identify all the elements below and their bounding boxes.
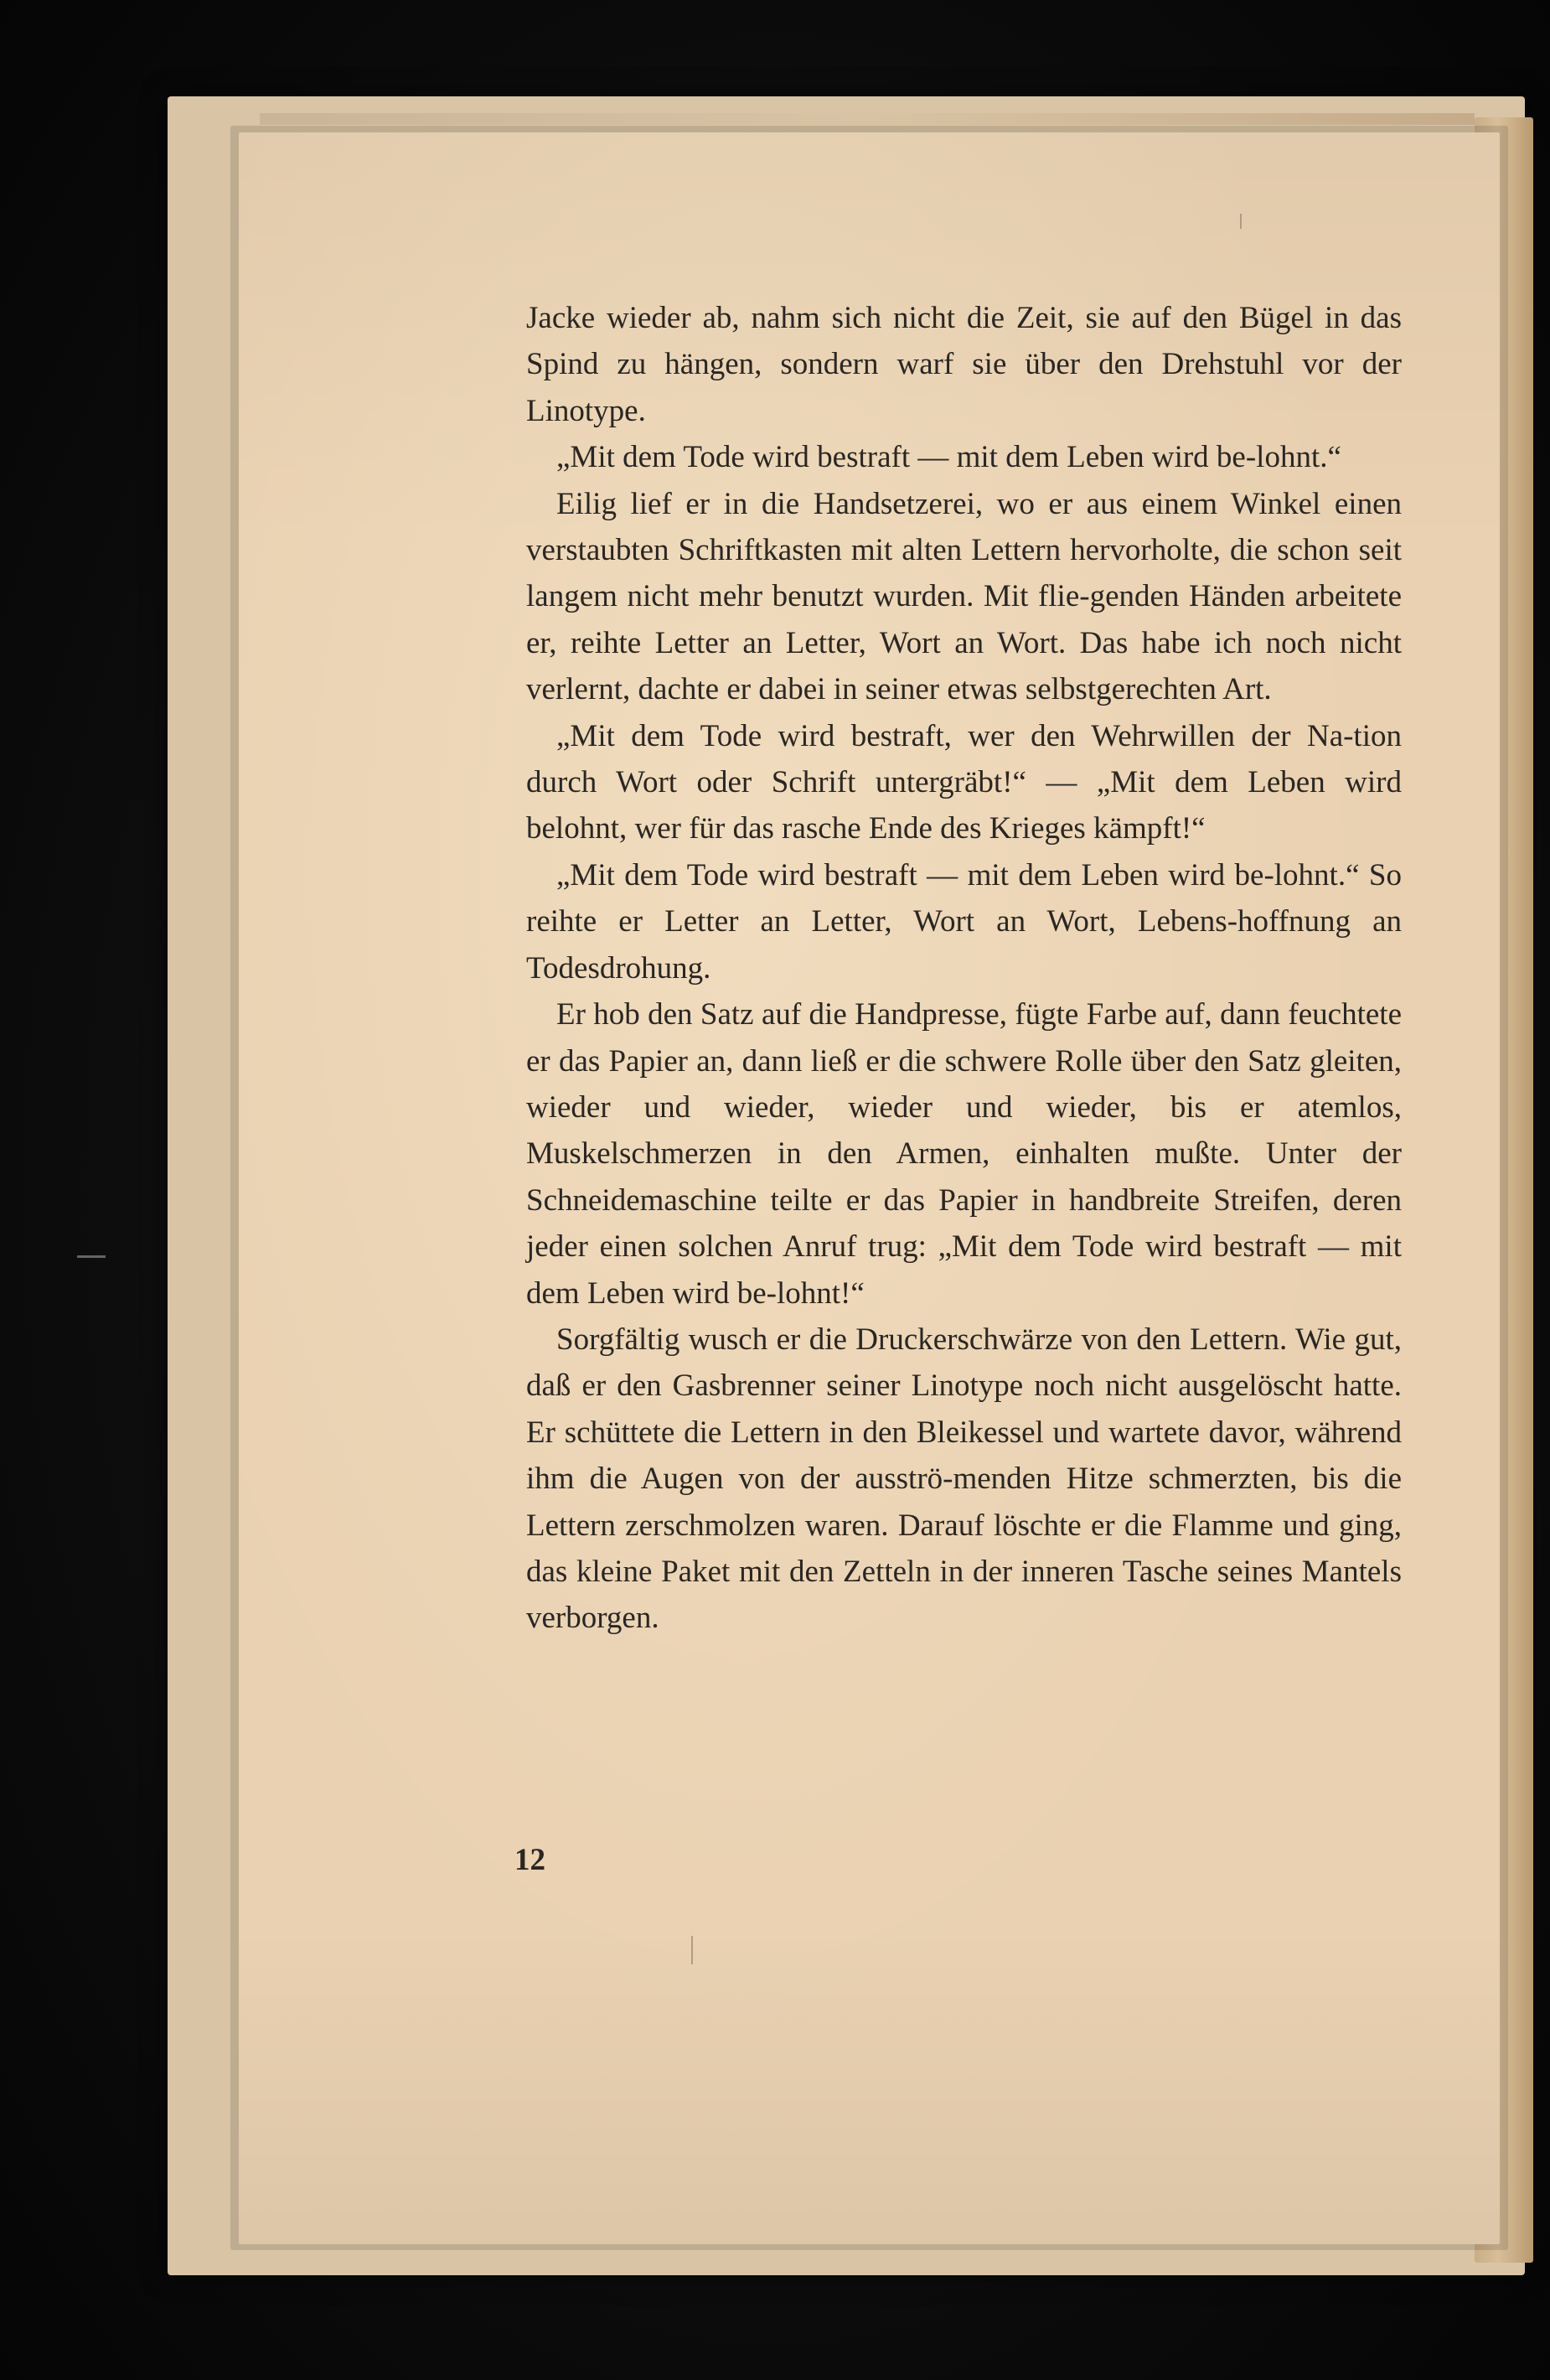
paper-mark bbox=[691, 1936, 693, 1964]
paragraph: „Mit dem Tode wird bestraft, wer den Wehrwillen der Na-tion durch Wort oder Schrift untergräbt!“ — „Mit dem Leben wird belohnt, wer für das rasche Ende des Krieges kämpft!“ bbox=[526, 718, 1402, 846]
paragraph: Eilig lief er in die Handsetzerei, wo er aus einem Winkel einen verstaubten Schriftkasten mit alten Lettern hervorholte, die schon seit langem nicht mehr benutzt wurden. Mit flie-genden Händen arbeitete er, reihte Letter an Letter, Wort an Wort. Das habe ich noch nicht verlernt, dachte er dabei in seiner etwas selbstgerechten Art. bbox=[526, 486, 1402, 707]
paragraph: Sorgfältig wusch er die Druckerschwärze von den Lettern. Wie gut, daß er den Gasbrenner seiner Linotype noch nicht ausgelöscht hatte. Er schüttete die Lettern in den Bleikessel und wartete davor, während ihm die Augen von der ausströ-menden Hitze schmerzten, bis die Lettern zerschmolzen waren. Darauf löschte er die Flamme und ging, das kleine Paket mit den Zetteln in der inneren Tasche seines Mantels verborgen. bbox=[526, 1322, 1402, 1636]
paper-mark bbox=[1240, 214, 1242, 229]
page-number: 12 bbox=[514, 1843, 545, 1877]
paragraph: Jacke wieder ab, nahm sich nicht die Zeit, sie auf den Bügel in das Spind zu hängen, sondern warf sie über den Drehstuhl vor der Linotype. bbox=[526, 301, 1402, 428]
paragraph: „Mit dem Tode wird bestraft — mit dem Leben wird be-lohnt.“ bbox=[556, 440, 1341, 475]
paragraph: „Mit dem Tode wird bestraft — mit dem Leben wird be-lohnt.“ So reihte er Letter an Letter, Wort an Wort, Lebens-hoffnung an Todesdrohung. bbox=[526, 857, 1402, 986]
paragraph: Er hob den Satz auf die Handpresse, fügte Farbe auf, dann feuchtete er das Papier an, dann ließ er die schwere Rolle über den Satz gleiten, wieder und wieder, wieder und wieder, bis er atemlos, Muskelschmerzen in den Armen, einhalten mußte. Unter der Schneidemaschine teilte er das Papier in handbreite Streifen, deren jeder einen solchen Anruf trug: „Mit dem Tode wird bestraft — mit dem Leben wird be-lohnt!“ bbox=[526, 997, 1402, 1311]
paper-mark bbox=[77, 1255, 106, 1258]
body-text bbox=[526, 295, 1402, 1642]
page-top-edge bbox=[260, 113, 1475, 125]
